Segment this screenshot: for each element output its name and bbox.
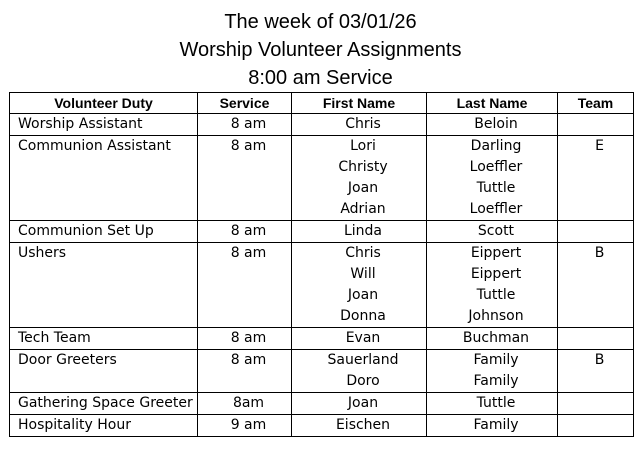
- table-row: [10, 415, 634, 437]
- team-cell: B: [558, 350, 634, 393]
- team-cell: [558, 221, 634, 243]
- first-name-cell: Chris: [292, 114, 427, 136]
- volunteer-table: [9, 92, 634, 437]
- title-week: The week of 03/01/26: [224, 11, 417, 33]
- first-name-cell: Sauerland Doro: [292, 350, 427, 393]
- service-cell: 9 am: [198, 415, 292, 437]
- header-last-name: Last Name: [427, 93, 558, 114]
- duty-cell: Door Greeters: [10, 350, 198, 393]
- header-volunteer-duty: Volunteer Duty: [10, 93, 198, 114]
- service-cell: 8 am: [198, 114, 292, 136]
- last-name-cell: Eippert Eippert Tuttle Johnson: [427, 243, 558, 328]
- last-name-cell: Darling Loeffler Tuttle Loeffler: [427, 136, 558, 221]
- last-name-cell: Beloin: [427, 114, 558, 136]
- team-cell: [558, 328, 634, 350]
- duty-cell: Hospitality Hour: [10, 415, 198, 437]
- table-row: [10, 221, 634, 243]
- table-row: [10, 350, 634, 393]
- first-name-cell: Joan: [292, 393, 427, 415]
- first-name-cell: Linda: [292, 221, 427, 243]
- last-name-cell: Scott: [427, 221, 558, 243]
- page-title: [0, 8, 641, 92]
- header-team: Team: [558, 93, 634, 114]
- table-row: [10, 114, 634, 136]
- team-cell: B: [558, 243, 634, 328]
- table-row: [10, 393, 634, 415]
- title-service: 8:00 am Service: [248, 67, 393, 89]
- service-cell: 8 am: [198, 243, 292, 328]
- service-cell: 8 am: [198, 136, 292, 221]
- team-cell: [558, 114, 634, 136]
- service-cell: 8 am: [198, 328, 292, 350]
- first-name-cell: Chris Will Joan Donna: [292, 243, 427, 328]
- table-row: [10, 243, 634, 328]
- table-header-row: [10, 93, 634, 114]
- service-cell: 8 am: [198, 350, 292, 393]
- duty-cell: Gathering Space Greeter: [10, 393, 198, 415]
- last-name-cell: Family Family: [427, 350, 558, 393]
- duty-cell: Worship Assistant: [10, 114, 198, 136]
- first-name-cell: Lori Christy Joan Adrian: [292, 136, 427, 221]
- duty-cell: Ushers: [10, 243, 198, 328]
- header-first-name: First Name: [292, 93, 427, 114]
- title-assignments: Worship Volunteer Assignments: [179, 39, 462, 61]
- first-name-cell: Evan: [292, 328, 427, 350]
- service-cell: 8am: [198, 393, 292, 415]
- team-cell: [558, 393, 634, 415]
- first-name-cell: Eischen: [292, 415, 427, 437]
- last-name-cell: Buchman: [427, 328, 558, 350]
- service-cell: 8 am: [198, 221, 292, 243]
- last-name-cell: Family: [427, 415, 558, 437]
- duty-cell: Communion Set Up: [10, 221, 198, 243]
- team-cell: [558, 415, 634, 437]
- team-cell: E: [558, 136, 634, 221]
- table-row: [10, 136, 634, 221]
- duty-cell: Communion Assistant: [10, 136, 198, 221]
- header-service: Service: [198, 93, 292, 114]
- last-name-cell: Tuttle: [427, 393, 558, 415]
- duty-cell: Tech Team: [10, 328, 198, 350]
- table-row: [10, 328, 634, 350]
